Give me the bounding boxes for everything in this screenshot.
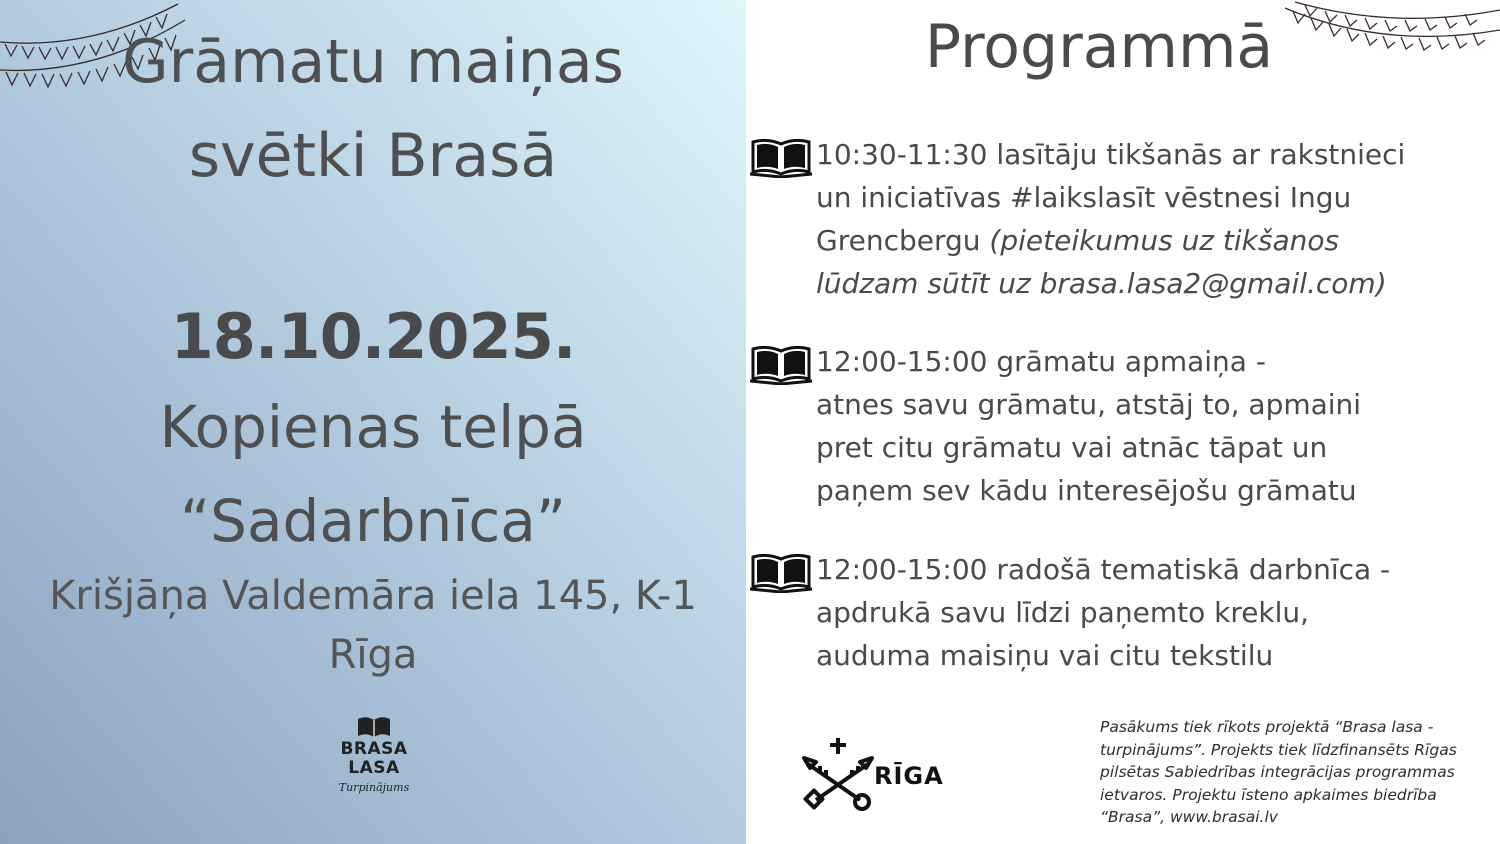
funding-footnote: [1100, 716, 1490, 829]
program-item-2-line2: atnes savu grāmatu, atstāj to, apmaini: [816, 388, 1362, 421]
program-item-2-line3: pret citu grāmatu vai atnāc tāpat un: [816, 431, 1328, 464]
brasa-lasa-logo: [336, 716, 412, 794]
program-item-1-line2: un iniciatīvas #laikslasīt vēstnesi Ingu: [816, 181, 1352, 214]
address-line1: Krišjāņa Valdemāra iela 145, K-1: [49, 573, 697, 619]
footnote-line2: turpinājums”. Projekts tiek līdzfinansēts Rīgas: [1100, 740, 1457, 759]
brasa-logo-word2: LASA: [348, 758, 400, 778]
book-logo-icon: [357, 716, 391, 738]
program-item-2-line1: 12:00-15:00 grāmatu apmaiņa -: [816, 345, 1266, 378]
program-item-3-line1: 12:00-15:00 radošā tematiskā darbnīca -: [816, 553, 1391, 586]
event-title-line1: Grāmatu maiņas: [122, 27, 624, 97]
footnote-line3: pilsētas Sabiedrības integrācijas programmas: [1100, 763, 1455, 781]
program-item-3-line2: apdrukā savu līdzi paņemto kreklu,: [816, 596, 1310, 629]
event-title-line2: svētki Brasā: [188, 121, 558, 191]
program-title: Programmā: [924, 12, 1274, 82]
program-item-3-line3: auduma maisiņu vai citu tekstilu: [816, 639, 1274, 672]
program-item-1-line4-note: lūdzam sūtīt uz brasa.lasa2@gmail.com): [816, 267, 1387, 300]
venue-line1: Kopienas telpā: [159, 393, 587, 461]
riga-keys-cross-icon: [800, 736, 876, 812]
book-icon: [750, 345, 812, 385]
book-icon: [750, 553, 812, 593]
brasa-logo-tagline: Turpinājums: [338, 781, 410, 794]
riga-logo-label: RĪGA: [874, 762, 944, 790]
program-item-2-line4: paņem sev kādu interesējošu grāmatu: [816, 474, 1357, 507]
footnote-line1: Pasākums tiek rīkots projektā “Brasa lasa -: [1100, 718, 1434, 736]
address-line2: Rīga: [328, 632, 418, 678]
venue-line2: “Sadarbnīca”: [180, 487, 566, 555]
program-item-1-line4: [816, 267, 1387, 300]
brasa-logo-word1: BRASA: [340, 739, 408, 759]
footnote-line4: ietvaros. Projektu īsteno apkaimes biedrība: [1100, 785, 1437, 804]
program-item-1-line3-note: (pieteikumus uz tikšanos: [989, 224, 1340, 257]
footnote-line5: “Brasa”, www.brasai.lv: [1100, 808, 1278, 826]
program-item-1-line3-text: Grencbergu: [816, 224, 990, 257]
program-item-1-line3: [816, 224, 1339, 257]
book-icon: [750, 138, 812, 178]
event-date: 18.10.2025.: [170, 300, 576, 373]
program-item-1-line1: 10:30-11:30 lasītāju tikšanās ar rakstnieci: [816, 138, 1406, 171]
